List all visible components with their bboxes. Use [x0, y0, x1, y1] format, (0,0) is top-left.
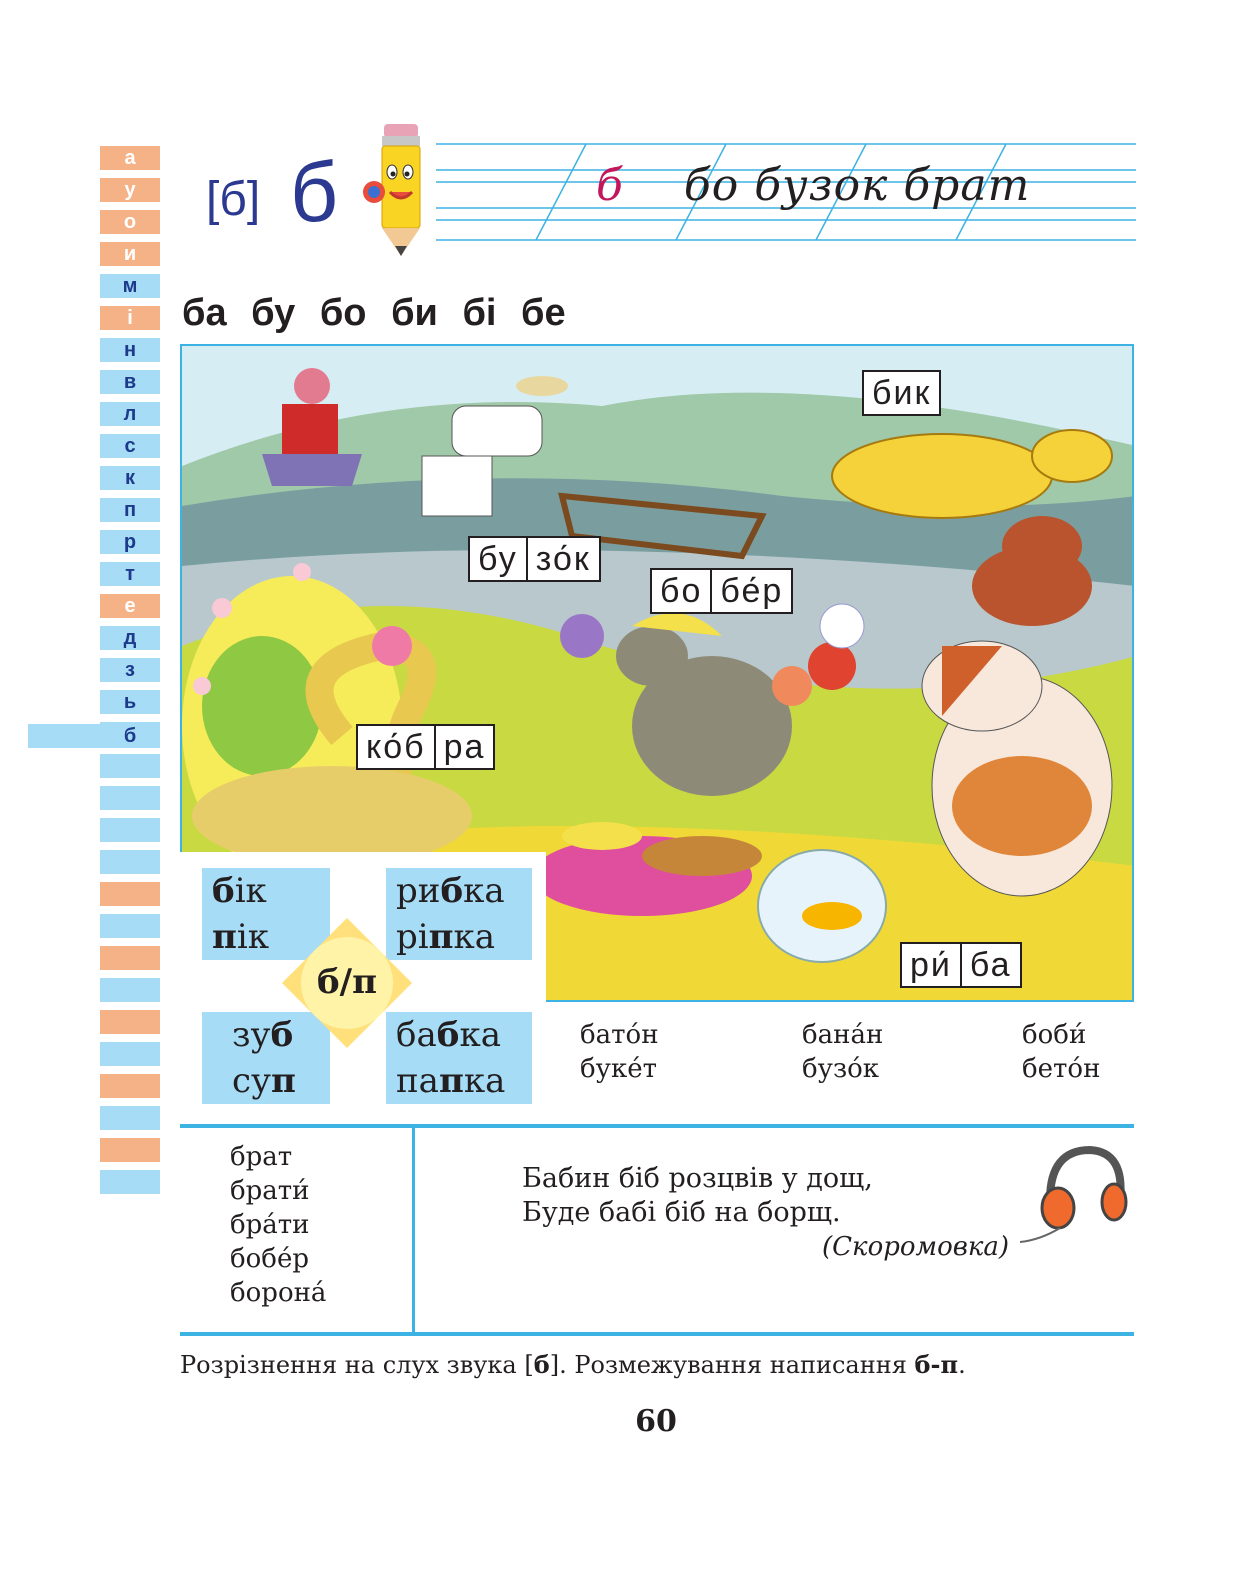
alphabet-cell: и [100, 242, 160, 266]
bp-box-top-left: бік пік [202, 868, 330, 960]
alphabet-cell [100, 1042, 160, 1066]
alphabet-cell: і [100, 306, 160, 330]
b-p-panel [180, 852, 546, 1112]
alphabet-cell: с [100, 434, 160, 458]
alphabet-cell: е [100, 594, 160, 618]
tongue-twister: Бабин біб розцвів у дощ, Буде бабі біб на борщ. [522, 1163, 873, 1228]
alphabet-cell [100, 1074, 160, 1098]
pencil-mascot-icon [360, 120, 440, 260]
alphabet-cell [100, 1138, 160, 1162]
divider-top [180, 1124, 1134, 1128]
active-letter: б [123, 724, 137, 747]
alphabet-cell: у [100, 178, 160, 202]
bp-box-bottom-right: бабка папка [386, 1012, 532, 1104]
alphabet-cell: п [100, 498, 160, 522]
word-label-kobra: ко́б ра [356, 724, 495, 770]
alphabet-cell [100, 1106, 160, 1130]
alphabet-cell: т [100, 562, 160, 586]
sound-notation: [б] [206, 173, 261, 226]
word-label-bik: бик [862, 370, 941, 416]
alphabet-cell: з [100, 658, 160, 682]
alphabet-cell: р [100, 530, 160, 554]
alphabet-cell: к [100, 466, 160, 490]
alphabet-cell [100, 914, 160, 938]
alphabet-cell: л [100, 402, 160, 426]
word-column-1: бато́н буке́т [580, 1020, 659, 1084]
alphabet-cell [100, 850, 160, 874]
alphabet-cell: а [100, 146, 160, 170]
alphabet-cell: в [100, 370, 160, 394]
alphabet-cell [100, 818, 160, 842]
word-label-buzok: бу зо́к [468, 536, 601, 582]
word-label-ryba: ри́ ба [900, 942, 1022, 988]
cursive-words: бо бузок брат [683, 160, 1031, 211]
page-number: 60 [635, 1404, 677, 1439]
alphabet-cell: д [100, 626, 160, 650]
alphabet-cell [100, 786, 160, 810]
alphabet-cell [100, 946, 160, 970]
lesson-letter: б [290, 145, 339, 239]
fishbowl [758, 850, 886, 962]
divider-bottom [180, 1332, 1134, 1336]
alphabet-cell: м [100, 274, 160, 298]
alphabet-cell [100, 882, 160, 906]
lesson-caption: Розрізнення на слух звука [б]. Розмежування написання б-п. [180, 1350, 966, 1379]
cursive-sample [596, 160, 1030, 211]
word-label-bober: бо бе́р [650, 568, 793, 614]
tongue-twister-source: (Скоромовка) [822, 1232, 1010, 1262]
alphabet-cell: ь [100, 690, 160, 714]
bp-box-bottom-left: зуб суп [202, 1012, 330, 1104]
alphabet-cell: о [100, 210, 160, 234]
alphabet-cell [100, 978, 160, 1002]
bp-box-top-right: рибка ріпка [386, 868, 532, 960]
alphabet-cell [100, 1170, 160, 1194]
divider-vertical [412, 1128, 415, 1334]
word-column-2: бана́н бузо́к [802, 1020, 884, 1084]
alphabet-strip [100, 146, 160, 1202]
alphabet-cell [100, 1010, 160, 1034]
alphabet-cell: н [100, 338, 160, 362]
bp-center-label: б/п [317, 962, 377, 1002]
alphabet-cell [100, 754, 160, 778]
word-column-3: боби́ бето́н [1022, 1020, 1101, 1084]
cursive-letter: б [596, 160, 624, 211]
syllables-line: ба бу бо би бі бе [182, 292, 566, 334]
headphones-icon [1020, 1140, 1130, 1250]
word-list: брат брати́ бра́ти бобе́р борона́ [230, 1142, 327, 1308]
